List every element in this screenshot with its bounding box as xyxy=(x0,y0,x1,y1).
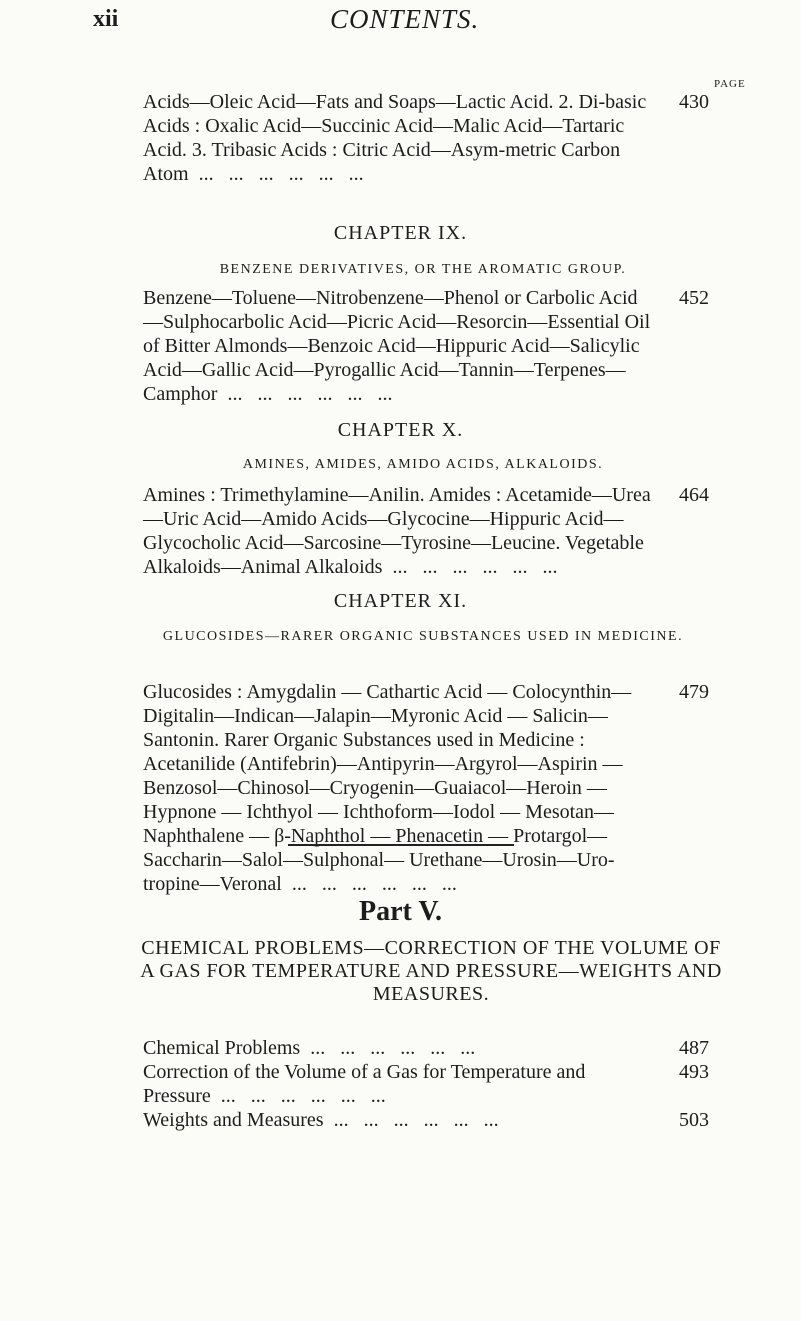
running-title: CONTENTS. xyxy=(330,4,480,34)
entry-page: 430 xyxy=(679,91,709,113)
entry-text: Acids—Oleic Acid—Fats and Soaps—Lactic Acid. 2. Di-basic Acids : Oxalic Acid—Succinic Acid—Malic Acid—Tartaric Acid. 3. Tribasic Acids : Citric Acid—Asym-metric Carbon Atom ... xyxy=(143,90,655,186)
chapter-subtitle: AMINES, AMIDES, AMIDO ACIDS, ALKALOIDS. xyxy=(242,457,604,472)
chapter-entry xyxy=(143,286,709,406)
entry-text: Glucosides : Amygdalin — Cathartic Acid — Colocynthin—Digitalin—Indican—Jalapin—Myronic Acid — Salicin—Santonin. Rarer Organic Substances used in Medicine : Acetanilide (Antifebrin)—Antipyrin—Argyrol—Aspirin —Benzosol—Chinosol—Cryogenin—Guaiacol—Heroin — Hypnone — Ichthyol — Ichthoform—Iodol — Mesotan—Naphthalene — β-Naphthol — Phenacetin — Protargol—Saccharin—Salol—Sulphonal— Urethane—Urosin—Uro-tropine—Veronal ... xyxy=(143,680,655,896)
entry-text: Amines : Trimethylamine—Anilin. Amides : Acetamide—Urea—Uric Acid—Amido Acids—Glycocine—Hippuric Acid—Glycocholic Acid—Sarcosine—Tyrosine—Leucine. Vegetable Alkaloids—Animal Alkaloids ... xyxy=(143,483,655,579)
entry-page: 479 xyxy=(679,681,709,703)
page-number: xii xyxy=(93,6,119,32)
entry-page: 503 xyxy=(679,1109,709,1131)
chapter-heading: CHAPTER XI. xyxy=(333,590,468,612)
chapter-entry xyxy=(143,483,709,579)
part-entry xyxy=(143,1060,709,1108)
entry-page: 487 xyxy=(679,1037,709,1059)
entry-page: 493 xyxy=(679,1061,709,1083)
entry-text: Benzene—Toluene—Nitrobenzene—Phenol or Carbolic Acid —Sulphocarbolic Acid—Picric Acid—Resorcin—Essential Oil of Bitter Almonds—Benzoic Acid—Hippuric Acid—Salicylic Acid—Gallic Acid—Pyrogallic Acid—Tannin—Terpenes—Camphor ... xyxy=(143,286,655,406)
chapter-subtitle: GLUCOSIDES—RARER ORGANIC SUBSTANCES USED IN MEDICINE. xyxy=(162,629,684,644)
part-entry xyxy=(143,1036,709,1060)
page-column-label: PAGE xyxy=(714,78,746,90)
part-heading: CHEMICAL PROBLEMS—CORRECTION OF THE VOLUME OF A GAS FOR TEMPERATURE AND PRESSURE—WEIGHTS AND MEASURES. xyxy=(140,937,722,1005)
entry-text: Correction of the Volume of a Gas for Temperature and Pressure ... xyxy=(143,1060,655,1108)
part-entries xyxy=(143,1036,709,1132)
part-title: Part V. xyxy=(359,896,442,927)
section-divider xyxy=(288,844,514,846)
chapter-heading: CHAPTER X. xyxy=(337,419,464,441)
entry-text: Weights and Measures ... xyxy=(143,1108,655,1132)
entry-page: 452 xyxy=(679,287,709,309)
chapter-heading: CHAPTER IX. xyxy=(333,222,468,244)
chapter-subtitle: BENZENE DERIVATIVES, OR THE AROMATIC GROUP. xyxy=(219,262,627,277)
entry-text: Chemical Problems ... xyxy=(143,1036,655,1060)
entry-page: 464 xyxy=(679,484,709,506)
chapter-entry xyxy=(143,680,709,896)
part-entry xyxy=(143,1108,709,1132)
entry-acids xyxy=(143,90,709,186)
